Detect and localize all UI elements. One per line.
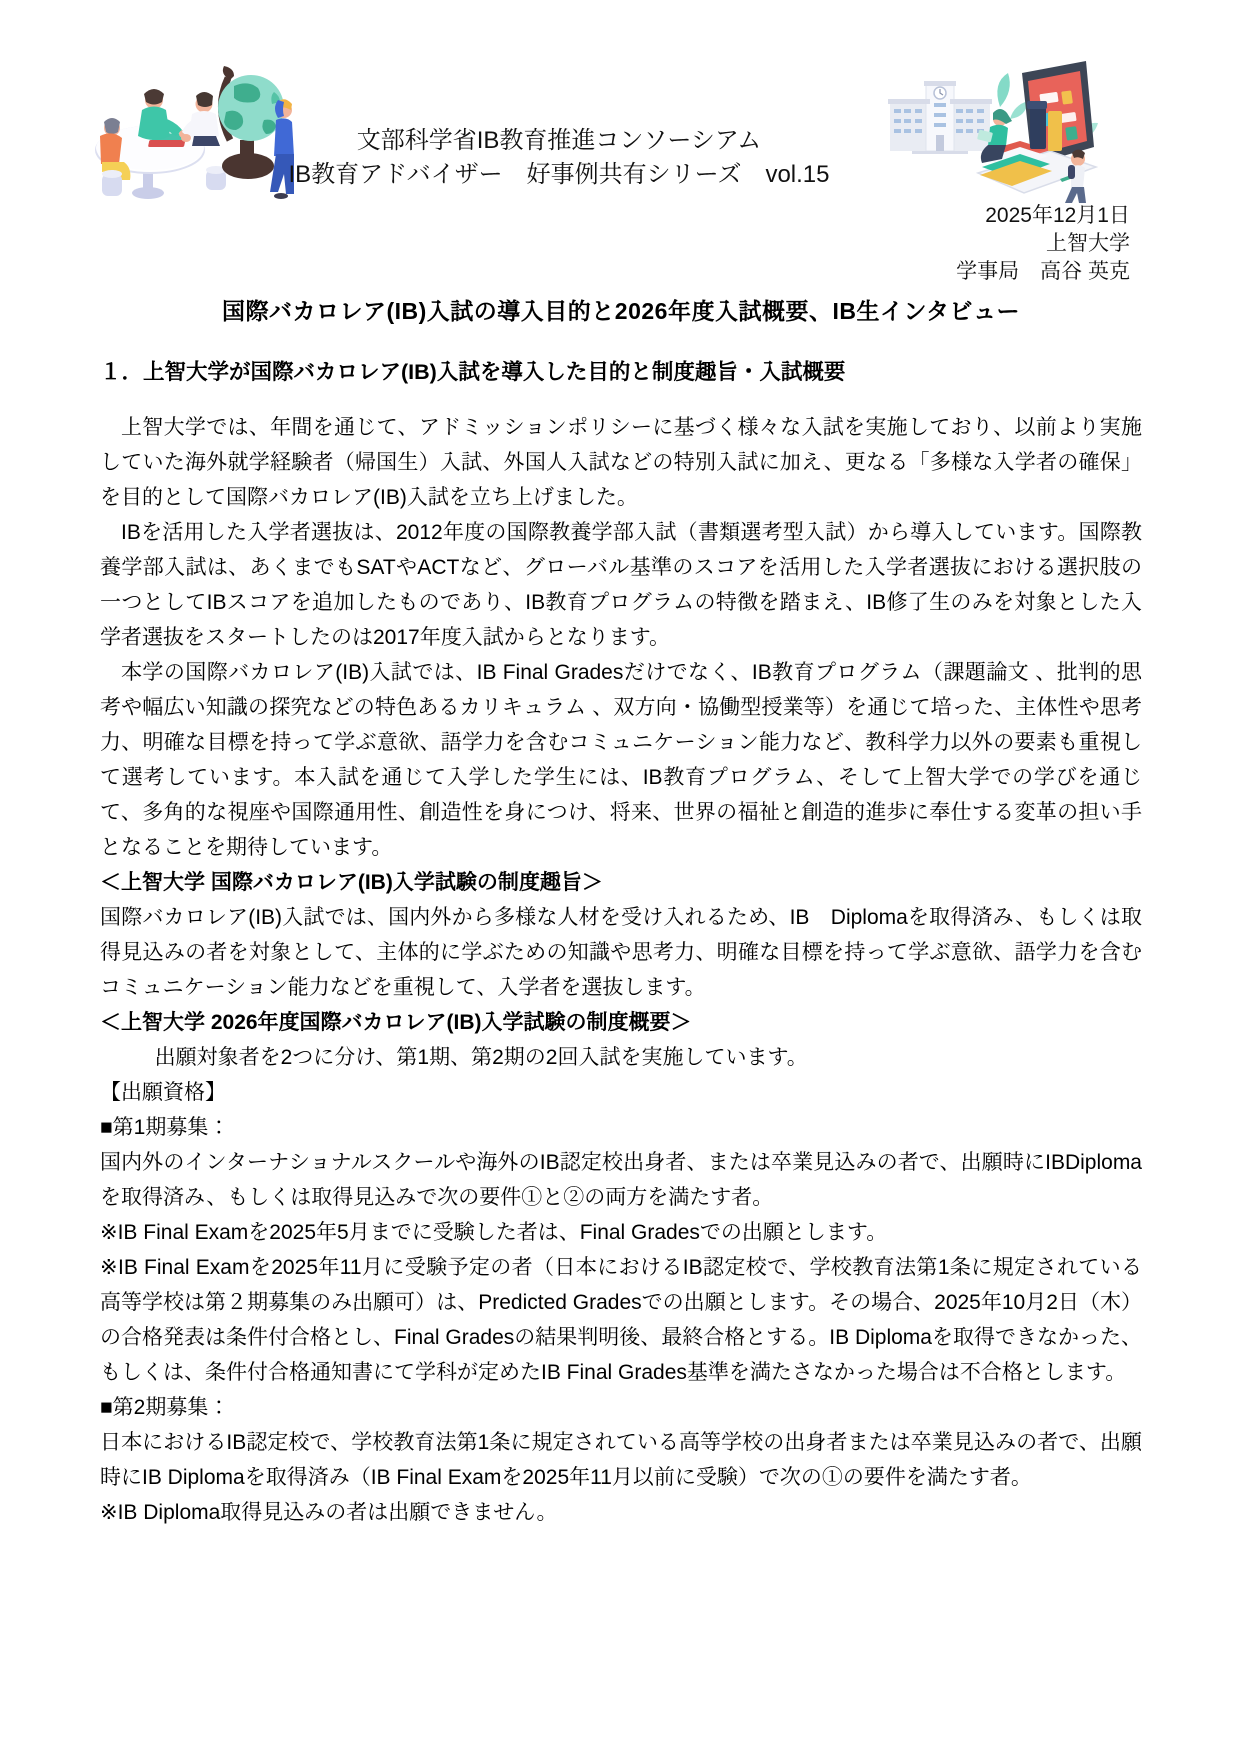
document-body <box>0 288 1242 1530</box>
purpose-body: 国際バカロレア(IB)入試では、国内外から多様な人材を受け入れるため、IB Diplomaを取得済み、もしくは取得見込みの者を対象として、主体的に学ぶための知識や思考力、明確な目標を持って学ぶ意欲、語学力を含むコミュニケーション能力などを重視して、入学者を選抜します。 <box>100 906 1142 999</box>
period1-note-2: ※IB Final Examを2025年11月に受験予定の者（日本におけるIB認定校で、学校教育法第1条に規定されている高等学校は第２期募集のみ出願可）は、Predicted Gradesでの出願とします。その場合、2025年10月2日（木）の合格発表は条件付合格とし、Final Gradesの結果判明後、最終合格とする。IB Diplomaを取得できなかった、もしくは、条件付合格通知書にて学科が定めたIB Final Grades基準を満たさなかった場合は不合格とします。 <box>100 1256 1142 1384</box>
period2-body: 日本におけるIB認定校で、学校教育法第1条に規定されている高等学校の出身者または卒業見込みの者で、出願時にIB Diplomaを取得済み（IB Final Examを2025年11月以前に受験）で次の①の要件を満たす者。 <box>100 1431 1142 1489</box>
period1-note-1: ※IB Final Examを2025年5月までに受験した者は、Final Gradesでの出願とします。 <box>100 1221 888 1244</box>
publish-date: 2025年12月1日 <box>985 204 1130 227</box>
period1-body: 国内外のインターナショナルスクールや海外のIB認定校出身者、または卒業見込みの者で、出願時にIBDiplomaを取得済み、もしくは取得見込みで次の要件①と②の両方を満たす者。 <box>100 1151 1142 1209</box>
section1-heading: １．上智大学が国際バカロレア(IB)入試を導入した目的と制度趣旨・入試概要 <box>100 360 846 384</box>
overview-heading: ＜上智大学 2026年度国際バカロレア(IB)入学試験の制度概要＞ <box>100 1011 692 1034</box>
period2-label: ■第2期募集： <box>100 1396 230 1419</box>
section1-paragraph-2: IBを活用した入学者選抜は、2012年度の国際教養学部入試（書類選考型入試）から導入しています。国際教養学部入試は、あくまでもSATやACTなど、グローバル基準のスコアを活用した入学者選抜における選択肢の一つとしてIBスコアを追加したものであり、IB教育プログラムの特徴を踏まえ、IB修了生のみを対象とした入学者選抜をスタートしたのは2017年度入試からとなります。 <box>100 521 1142 649</box>
document-title: 国際バカロレア(IB)入試の導入目的と2026年度入試概要、IB生インタビュー <box>221 298 1021 324</box>
date-affiliation-block <box>956 202 1130 286</box>
school-building-icon <box>888 81 992 154</box>
document-header-area <box>0 0 1242 288</box>
purpose-heading: ＜上智大学 国際バカロレア(IB)入学試験の制度趣旨＞ <box>100 871 603 894</box>
qualifications-label: 【出願資格】 <box>100 1081 226 1104</box>
series-title: IB教育アドバイザー 好事例共有シリーズ vol.15 <box>288 161 830 188</box>
section1-paragraph-1: 上智大学では、年間を通じて、アドミッションポリシーに基づく様々な入試を実施しており、以前より実施していた海外就学経験者（帰国生）入試、外国人入試などの特別入試に加え、更なる「多様な入学者の確保」を目的として国際バカロレア(IB)入試を立ち上げました。 <box>100 416 1142 509</box>
university-name: 上智大学 <box>1046 232 1130 255</box>
overview-body: 出願対象者を2つに分け、第1期、第2期の2回入試を実施しています。 <box>154 1046 808 1069</box>
author-name: 学事局 高谷 英克 <box>956 260 1130 283</box>
period1-label: ■第1期募集： <box>100 1116 230 1139</box>
period2-note: ※IB Diploma取得見込みの者は出願できません。 <box>100 1501 558 1524</box>
section1-paragraph-3: 本学の国際バカロレア(IB)入試では、IB Final Gradesだけでなく、IB教育プログラム（課題論文 、批判的思考や幅広い知識の探究などの特色あるカリキュラム 、双方向・協働型授業等）を通じて培った、主体性や思考力、明確な目標を持って学ぶ意欲、語学力を含むコミュニケーション能力など、教科学力以外の要素も重視して選考しています。本入試を通じて入学した学生には、IB教育プログラム、そして上智大学での学びを通じて、多角的な視座や国際通用性、創造性を身につけ、将来、世界の福祉と創造的進歩に奉仕する変革の担い手となることを期待しています。 <box>100 661 1142 859</box>
school-elearning-laptop-illustration <box>882 55 1100 207</box>
consortium-name: 文部科学省IB教育推進コンソーシアム <box>356 127 762 154</box>
